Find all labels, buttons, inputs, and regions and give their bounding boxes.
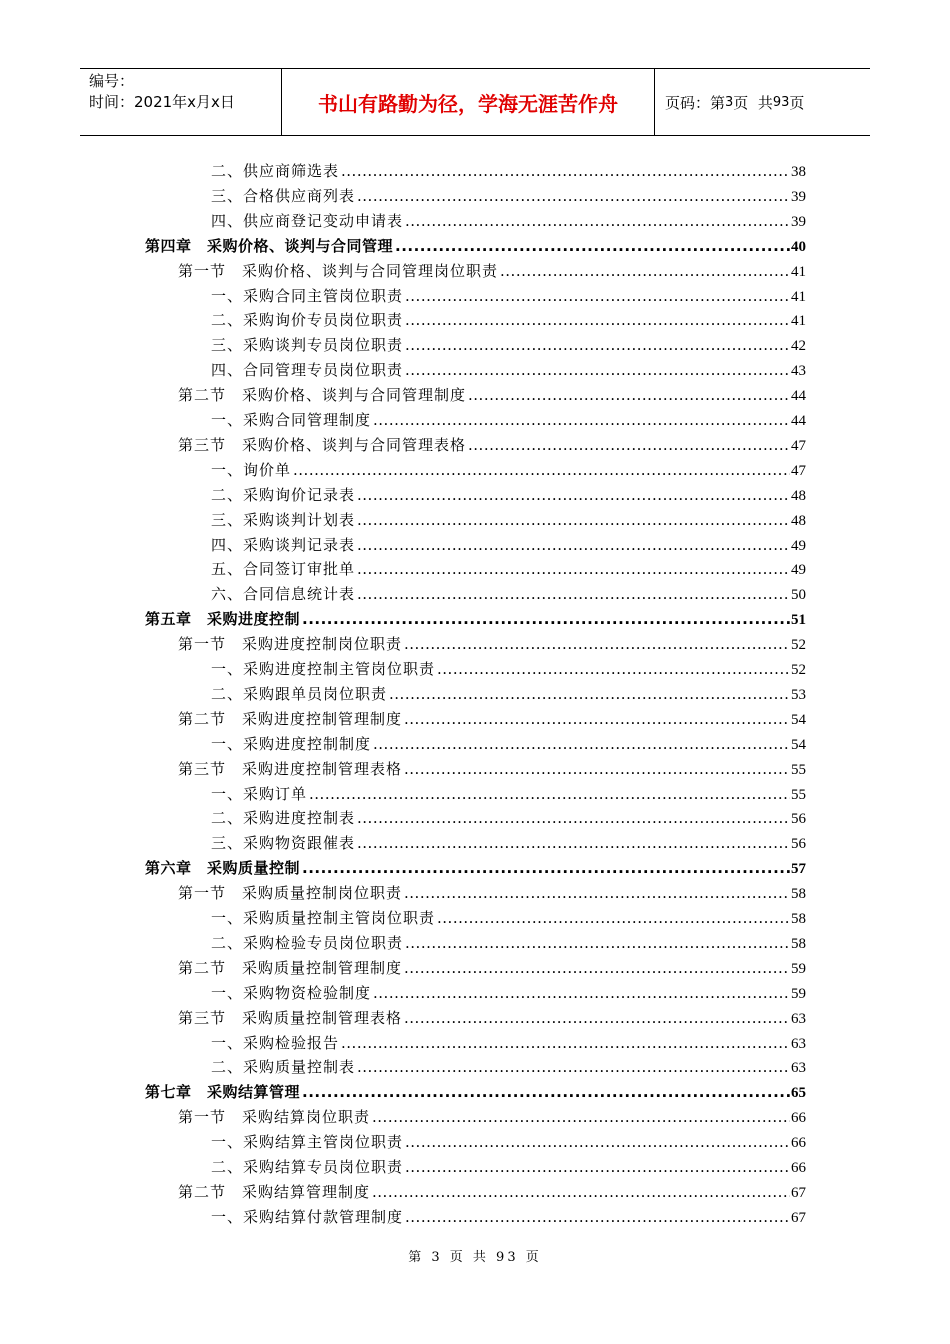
toc-entry-title: 一、采购进度控制制度 [211, 735, 372, 753]
toc-entry-item[interactable] [211, 931, 806, 955]
toc-entry-title: 四、合同管理专员岗位职责 [211, 361, 404, 379]
toc-entry-chapter[interactable] [145, 1080, 806, 1104]
header-motto: 书山有路勤为径，学海无涯苦作舟 [282, 69, 655, 135]
toc-entry-item[interactable] [211, 782, 806, 806]
toc-entry-page: 41 [791, 289, 806, 305]
toc-entry-item[interactable] [211, 1031, 806, 1055]
toc-entry-page: 43 [791, 363, 806, 379]
toc-entry-section[interactable] [178, 433, 806, 457]
toc-entry-title: 六、合同信息统计表 [211, 585, 356, 603]
page-suffix: 页 [789, 93, 805, 112]
toc-entry-page: 38 [791, 164, 806, 180]
toc-entry-page: 42 [791, 338, 806, 354]
toc-dot-leader [341, 1031, 790, 1055]
toc-dot-leader [404, 1006, 790, 1030]
toc-entry-page: 54 [791, 712, 806, 728]
toc-entry-page: 39 [791, 189, 806, 205]
toc-entry-title: 第一节 采购进度控制岗位职责 [178, 635, 403, 653]
toc-entry-page: 41 [791, 264, 806, 280]
toc-entry-page: 39 [791, 214, 806, 230]
toc-dot-leader [405, 284, 790, 308]
toc-entry-item[interactable] [211, 1055, 806, 1079]
toc-entry-page: 44 [791, 388, 806, 404]
toc-dot-leader [373, 981, 790, 1005]
toc-entry-title: 四、采购谈判记录表 [211, 536, 356, 554]
toc-entry-section[interactable] [178, 259, 806, 283]
toc-entry-title: 二、供应商筛选表 [211, 162, 340, 180]
toc-dot-leader [357, 831, 790, 855]
toc-dot-leader [405, 308, 790, 332]
toc-entry-page: 65 [791, 1085, 806, 1101]
toc-entry-page: 63 [791, 1011, 806, 1027]
toc-entry-page: 59 [791, 961, 806, 977]
toc-dot-leader [357, 806, 790, 830]
toc-entry-title: 一、询价单 [211, 461, 292, 479]
toc-dot-leader [468, 383, 790, 407]
toc-entry-section[interactable] [178, 1105, 806, 1129]
toc-entry-item[interactable] [211, 906, 806, 930]
toc-entry-item[interactable] [211, 508, 806, 532]
toc-entry-title: 三、合格供应商列表 [211, 187, 356, 205]
toc-entry-page: 47 [791, 438, 806, 454]
toc-dot-leader [395, 234, 790, 258]
toc-entry-page: 44 [791, 413, 806, 429]
document-code: 编号： [89, 72, 135, 90]
toc-dot-leader [293, 458, 790, 482]
toc-dot-leader [404, 707, 790, 731]
document-date: 时间：2021年x月x日 [89, 93, 235, 111]
toc-entry-section[interactable] [178, 707, 806, 731]
toc-entry-page: 57 [791, 861, 806, 877]
toc-dot-leader [357, 184, 790, 208]
toc-entry-title: 一、采购结算付款管理制度 [211, 1208, 404, 1226]
toc-entry-page: 58 [791, 911, 806, 927]
toc-entry-title: 一、采购检验报告 [211, 1034, 340, 1052]
toc-entry-page: 63 [791, 1060, 806, 1076]
toc-entry-page: 48 [791, 488, 806, 504]
toc-entry-page: 47 [791, 463, 806, 479]
toc-entry-title: 一、采购合同主管岗位职责 [211, 287, 404, 305]
toc-entry-title: 三、采购谈判计划表 [211, 511, 356, 529]
toc-entry-item[interactable] [211, 333, 806, 357]
toc-entry-title: 三、采购谈判专员岗位职责 [211, 336, 404, 354]
toc-entry-page: 63 [791, 1036, 806, 1052]
toc-entry-item[interactable] [211, 209, 806, 233]
toc-entry-item[interactable] [211, 557, 806, 581]
toc-dot-leader [437, 657, 790, 681]
toc-entry-title: 二、采购进度控制表 [211, 809, 356, 827]
toc-entry-item[interactable] [211, 1130, 806, 1154]
toc-dot-leader [405, 333, 790, 357]
toc-entry-title: 第七章 采购结算管理 [145, 1083, 301, 1101]
toc-dot-leader [341, 159, 790, 183]
toc-dot-leader [357, 557, 790, 581]
toc-entry-title: 第二节 采购进度控制管理制度 [178, 710, 403, 728]
toc-entry-item[interactable] [211, 682, 806, 706]
toc-entry-title: 一、采购物资检验制度 [211, 984, 372, 1002]
toc-entry-page: 59 [791, 986, 806, 1002]
toc-entry-section[interactable] [178, 1180, 806, 1204]
toc-entry-section[interactable] [178, 881, 806, 905]
toc-entry-title: 四、供应商登记变动申请表 [211, 212, 404, 230]
toc-entry-item[interactable] [211, 184, 806, 208]
toc-entry-title: 一、采购质量控制主管岗位职责 [211, 909, 436, 927]
toc-dot-leader [405, 1155, 790, 1179]
toc-dot-leader [357, 1055, 790, 1079]
toc-dot-leader [437, 906, 790, 930]
toc-dot-leader [357, 582, 790, 606]
toc-entry-title: 第六章 采购质量控制 [145, 859, 301, 877]
toc-entry-page: 67 [791, 1210, 806, 1226]
toc-entry-section[interactable] [178, 757, 806, 781]
toc-dot-leader [357, 533, 790, 557]
toc-dot-leader [404, 632, 790, 656]
toc-entry-item[interactable] [211, 483, 806, 507]
toc-dot-leader [404, 757, 790, 781]
toc-entry-page: 54 [791, 737, 806, 753]
header-page-number [655, 69, 870, 135]
toc-entry-title: 第一节 采购价格、谈判与合同管理岗位职责 [178, 262, 499, 280]
toc-entry-section[interactable] [178, 956, 806, 980]
toc-entry-page: 50 [791, 587, 806, 603]
toc-entry-page: 55 [791, 762, 806, 778]
toc-entry-title: 二、采购结算专员岗位职责 [211, 1158, 404, 1176]
page-current: 3 [725, 94, 734, 110]
toc-entry-page: 55 [791, 787, 806, 803]
toc-dot-leader [302, 607, 790, 631]
toc-entry-page: 56 [791, 836, 806, 852]
toc-dot-leader [405, 1130, 790, 1154]
toc-entry-title: 二、采购询价专员岗位职责 [211, 311, 404, 329]
toc-entry-title: 二、采购跟单员岗位职责 [211, 685, 388, 703]
toc-entry-item[interactable] [211, 358, 806, 382]
toc-entry-title: 一、采购合同管理制度 [211, 411, 372, 429]
toc-entry-item[interactable] [211, 732, 806, 756]
toc-dot-leader [404, 881, 790, 905]
toc-entry-page: 66 [791, 1160, 806, 1176]
toc-dot-leader [405, 931, 790, 955]
toc-entry-page: 52 [791, 637, 806, 653]
toc-entry-item[interactable] [211, 458, 806, 482]
page-prefix: 页码：第 [665, 93, 726, 112]
toc-entry-item[interactable] [211, 1205, 806, 1229]
toc-entry-title: 五、合同签订审批单 [211, 560, 356, 578]
toc-dot-leader [373, 408, 790, 432]
toc-entry-title: 第二节 采购结算管理制度 [178, 1183, 371, 1201]
toc-entry-item[interactable] [211, 806, 806, 830]
toc-entry-page: 66 [791, 1135, 806, 1151]
toc-entry-item[interactable] [211, 533, 806, 557]
toc-dot-leader [357, 508, 790, 532]
toc-entry-page: 49 [791, 562, 806, 578]
toc-dot-leader [373, 732, 790, 756]
toc-entry-chapter[interactable] [145, 856, 806, 880]
toc-entry-title: 第四章 采购价格、谈判与合同管理 [145, 237, 394, 255]
page-header [80, 68, 870, 136]
toc-dot-leader [357, 483, 790, 507]
toc-entry-item[interactable] [211, 408, 806, 432]
toc-entry-title: 第三节 采购进度控制管理表格 [178, 760, 403, 778]
toc-entry-chapter[interactable] [145, 234, 806, 258]
toc-entry-item[interactable] [211, 308, 806, 332]
toc-entry-item[interactable] [211, 582, 806, 606]
toc-dot-leader [468, 433, 790, 457]
toc-entry-page: 66 [791, 1110, 806, 1126]
toc-dot-leader [309, 782, 790, 806]
toc-entry-title: 一、采购进度控制主管岗位职责 [211, 660, 436, 678]
toc-entry-section[interactable] [178, 1006, 806, 1030]
toc-entry-item[interactable] [211, 1155, 806, 1179]
toc-entry-page: 41 [791, 313, 806, 329]
toc-dot-leader [405, 1205, 790, 1229]
page-footer: 第 3 页 共 93 页 [408, 1250, 542, 1265]
toc-dot-leader [389, 682, 790, 706]
toc-entry-item[interactable] [211, 657, 806, 681]
toc-dot-leader [404, 956, 790, 980]
toc-dot-leader [302, 856, 790, 880]
toc-entry-page: 67 [791, 1185, 806, 1201]
toc-entry-page: 49 [791, 538, 806, 554]
toc-entry-item[interactable] [211, 981, 806, 1005]
toc-entry-chapter[interactable] [145, 607, 806, 631]
toc-entry-title: 一、采购结算主管岗位职责 [211, 1133, 404, 1151]
toc-entry-title: 二、采购检验专员岗位职责 [211, 934, 404, 952]
toc-entry-title: 第一节 采购质量控制岗位职责 [178, 884, 403, 902]
toc-entry-page: 48 [791, 513, 806, 529]
toc-entry-page: 52 [791, 662, 806, 678]
toc-entry-page: 56 [791, 811, 806, 827]
toc-dot-leader [372, 1105, 790, 1129]
toc-entry-title: 第二节 采购价格、谈判与合同管理制度 [178, 386, 467, 404]
toc-entry-title: 一、采购订单 [211, 785, 308, 803]
toc-entry-item[interactable] [211, 831, 806, 855]
toc-entry-title: 三、采购物资跟催表 [211, 834, 356, 852]
toc-entry-page: 58 [791, 886, 806, 902]
toc-dot-leader [500, 259, 790, 283]
header-meta [80, 69, 282, 135]
toc-entry-section[interactable] [178, 383, 806, 407]
toc-entry-page: 58 [791, 936, 806, 952]
page-total: 93 [772, 94, 790, 110]
toc-entry-title: 第一节 采购结算岗位职责 [178, 1108, 371, 1126]
toc-entry-item[interactable] [211, 284, 806, 308]
toc-dot-leader [372, 1180, 790, 1204]
toc-entry-page: 53 [791, 687, 806, 703]
toc-entry-title: 二、采购质量控制表 [211, 1058, 356, 1076]
toc-entry-title: 第三节 采购质量控制管理表格 [178, 1009, 403, 1027]
toc-dot-leader [302, 1080, 790, 1104]
toc-entry-page: 40 [791, 239, 806, 255]
toc-entry-title: 第五章 采购进度控制 [145, 610, 301, 628]
toc-entry-section[interactable] [178, 632, 806, 656]
toc-dot-leader [405, 209, 790, 233]
toc-entry-item[interactable] [211, 159, 806, 183]
toc-entry-title: 二、采购询价记录表 [211, 486, 356, 504]
toc-entry-page: 51 [791, 612, 806, 628]
toc-entry-title: 第三节 采购价格、谈判与合同管理表格 [178, 436, 467, 454]
toc-entry-title: 第二节 采购质量控制管理制度 [178, 959, 403, 977]
page-middle: 页 共 [733, 93, 773, 112]
toc-dot-leader [405, 358, 790, 382]
